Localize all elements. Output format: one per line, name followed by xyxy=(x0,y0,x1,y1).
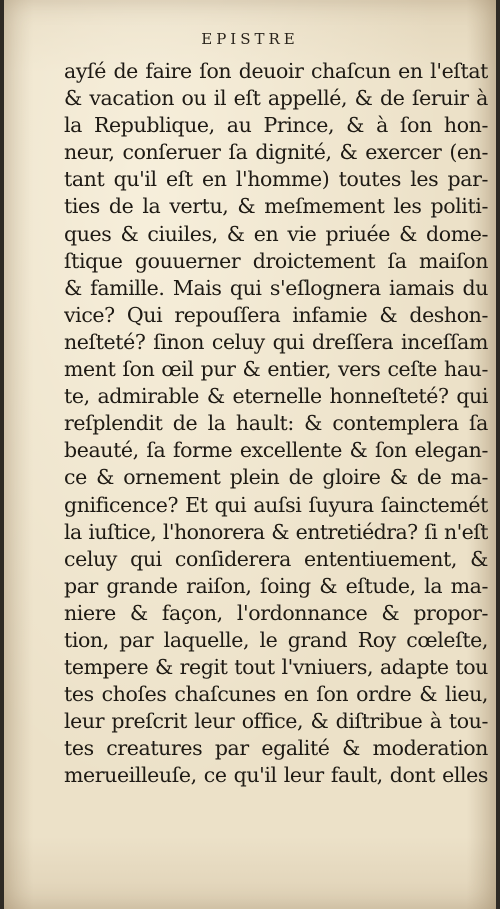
text-line: leur preſcrit leur office, & diſtribue à tou- xyxy=(64,709,488,734)
text-line: la iuſtice, l'honorera & entretiédra? ſi n'eſt xyxy=(64,519,488,544)
text-line: beauté, ſa forme excellente & ſon elegan- xyxy=(64,438,488,463)
text-line: vice? Qui repouſſera infamie & deshon- xyxy=(64,302,488,327)
text-line: tion, par laquelle, le grand Roy cœleſte, xyxy=(64,627,488,652)
text-line: ſtique gouuerner droictement ſa maiſon xyxy=(64,248,488,273)
book-page xyxy=(4,0,496,909)
text-line: neſteté? ſinon celuy qui dreſſera inceſſam xyxy=(64,329,488,354)
text-line: celuy qui conſiderera ententiuement, & xyxy=(64,546,488,571)
text-line: tant qu'il eſt en l'homme) toutes les par- xyxy=(64,167,488,192)
text-line: tes creatures par egalité & moderation xyxy=(64,736,488,761)
text-line: ques & ciuiles, & en vie priuée & dome- xyxy=(64,221,488,246)
text-line: te, admirable & eternelle honneſteté? qui xyxy=(64,384,488,409)
text-line: la Republique, au Prince, & à ſon hon- xyxy=(64,113,488,138)
text-line: tempere & regit tout l'vniuers, adapte tou xyxy=(64,655,488,680)
text-line: ayſé de faire ſon deuoir chaſcun en l'eſtat xyxy=(64,59,488,83)
text-line: par grande raiſon, ſoing & eſtude, la ma- xyxy=(64,573,488,598)
text-line: gnificence? Et qui auſsi ſuyura ſainctemét xyxy=(64,492,488,517)
text-line: ce & ornement plein de gloire & de ma- xyxy=(64,465,488,490)
text-line: & famille. Mais qui s'eſlognera iamais du xyxy=(64,275,488,300)
body-text xyxy=(64,58,488,790)
text-line: ties de la vertu, & meſmement les politi- xyxy=(64,194,488,219)
text-line: merueilleuſe, ce qu'il leur fault, dont elles xyxy=(64,763,488,788)
text-line: reſplendit de la hault: & contemplera ſa xyxy=(64,411,488,436)
text-line: tes choſes chaſcunes en ſon ordre & lieu, xyxy=(64,682,488,707)
text-line: & vacation ou il eſt appellé, & de ſeruir à xyxy=(64,86,488,111)
text-line: ment ſon œil pur & entier, vers ceſte hau- xyxy=(64,357,488,382)
running-header: EPISTRE xyxy=(201,30,299,48)
text-line: niere & façon, l'ordonnance & propor- xyxy=(64,600,488,625)
text-line: neur, conſeruer ſa dignité, & exercer (en- xyxy=(64,140,488,165)
